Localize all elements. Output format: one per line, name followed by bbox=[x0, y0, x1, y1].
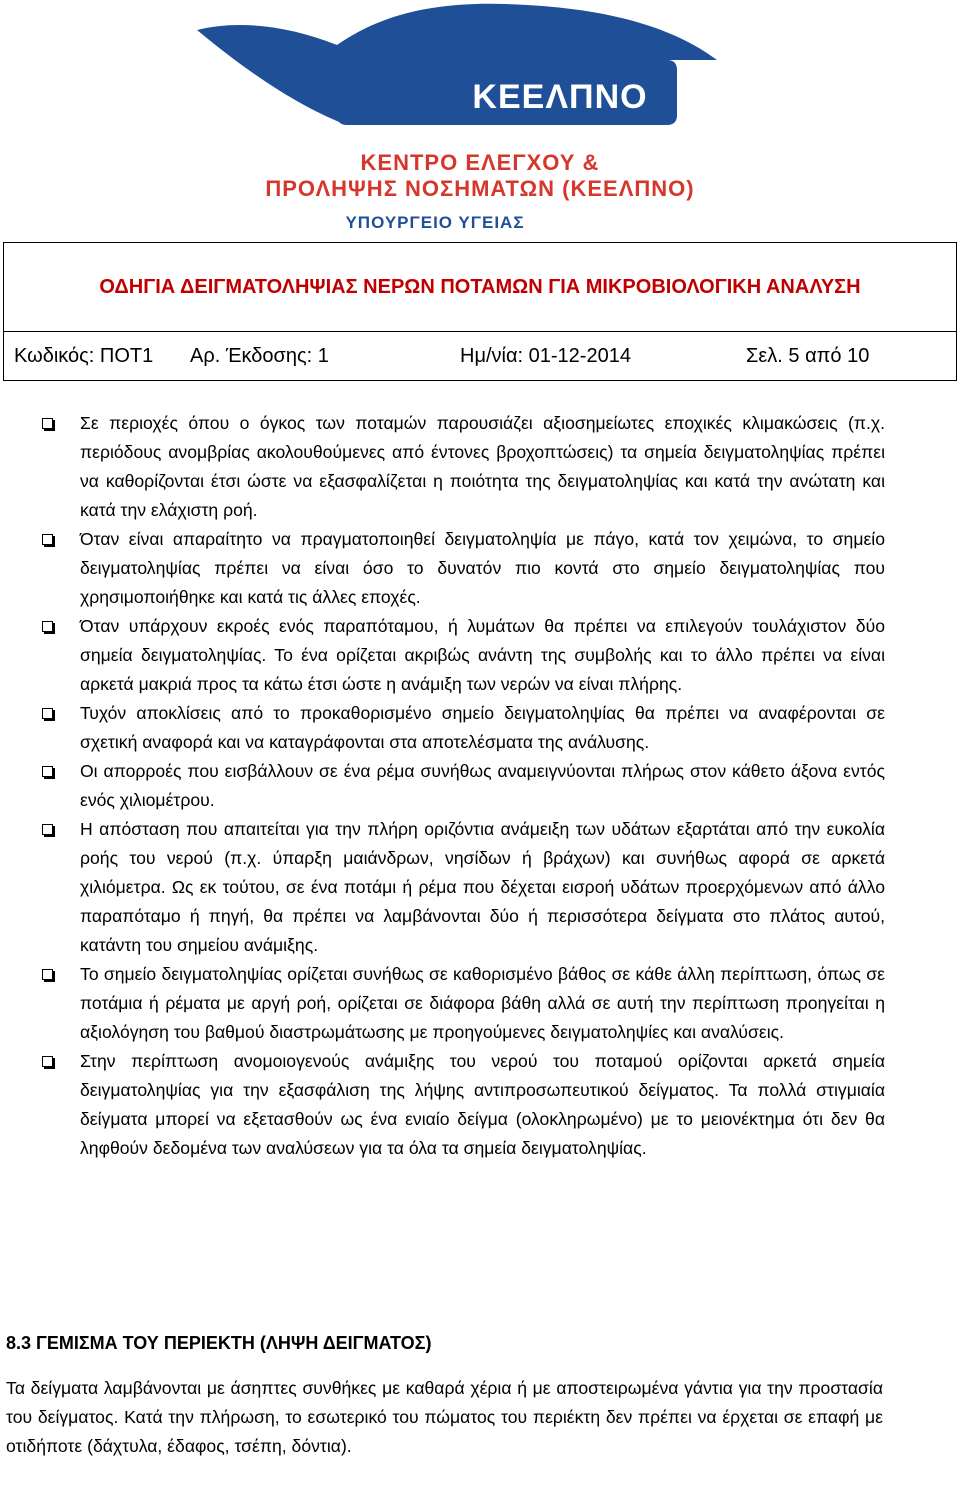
list-item-text: Το σημείο δειγματοληψίας ορίζεται συνήθως σε καθορισμένο βάθος σε κάθε άλλη περίπτωση, όπως σε ποτάμια ή ρέματα με αργή ροή, ορίζεται σε διάφορα βάθη αλλά σε αυτή την περίπτωση προηγείται η αξιολόγηση του βαθμού διαστρωμάτωσης με προηγούμενες δειγματοληψίες και αναλύσεις. bbox=[80, 964, 885, 1042]
list-item-text: Σε περιοχές όπου ο όγκος των ποταμών παρουσιάζει αξιοσημείωτες εποχικές κλιμακώσεις (π.χ. περιόδους ανομβρίας ακολουθούμενες από έντονες βροχοπτώσεις) τα σημεία δειγματοληψίας πρέπει να καθορίζονται έτσι ώστε να εξασφαλίζεται η ποιότητα της δειγματοληψίας και κατά την ανώτατη και κατά την ελάχιστη ροή. bbox=[80, 413, 885, 520]
document-header-table bbox=[3, 242, 957, 381]
list-item bbox=[40, 815, 885, 960]
checkbox-bullet-icon bbox=[42, 418, 53, 429]
keelpno-logo bbox=[197, 0, 763, 240]
document-date: Ημ/νία: 01-12-2014 bbox=[460, 344, 631, 367]
checkbox-bullet-icon bbox=[42, 969, 53, 980]
section-body: Τα δείγματα λαμβάνονται με άσηπτες συνθήκες με καθαρά χέρια ή με αποστειρωμένα γάντια για την προστασία του δείγματος. Κατά την πλήρωση, το εσωτερικό του πώματος του περιέκτη δεν πρέπει να έρχεται σε επαφή με οτιδήποτε (δάχτυλα, έδαφος, τσέπη, δόντια). bbox=[6, 1378, 883, 1456]
logo-org-line-1: ΚΕΝΤΡΟ ΕΛΕΓΧΟΥ & bbox=[360, 150, 600, 175]
section-heading: 8.3 ΓΕΜΙΣΜΑ ΤΟΥ ΠΕΡΙΕΚΤΗ (ΛΗΨΗ ΔΕΙΓΜΑΤΟΣ) bbox=[6, 1333, 432, 1353]
document-meta-row bbox=[14, 332, 946, 380]
checkbox-bullet-icon bbox=[42, 824, 53, 835]
list-item bbox=[40, 757, 885, 815]
checkbox-bullet-icon bbox=[42, 534, 53, 545]
checkbox-bullet-icon bbox=[42, 621, 53, 632]
document-page-number: Σελ. 5 από 10 bbox=[746, 344, 870, 367]
list-item bbox=[40, 525, 885, 612]
list-item-text: Όταν είναι απαραίτητο να πραγματοποιηθεί δειγματοληψία με πάγο, κατά τον χειμώνα, το σημείο δειγματοληψίας πρέπει να είναι όσο το δυνατόν πιο κοντά στο σημείο δειγματοληψίας που χρησιμοποιήθηκε και κατά τις άλλες εποχές. bbox=[80, 529, 885, 607]
list-item-text: Οι απορροές που εισβάλλουν σε ένα ρέμα συνήθως αναμειγνύονται πλήρως στον κάθετο άξονα εντός ενός χιλιομέτρου. bbox=[80, 761, 885, 810]
list-item bbox=[40, 1047, 885, 1163]
list-item bbox=[40, 960, 885, 1047]
checkbox-bullet-icon bbox=[42, 1056, 53, 1067]
document-title: ΟΔΗΓΙΑ ΔΕΙΓΜΑΤΟΛΗΨΙΑΣ ΝΕΡΩΝ ΠΟΤΑΜΩΝ ΓΙΑ ΜΙΚΡΟΒΙΟΛΟΓΙΚΗ ΑΝΑΛΥΣΗ bbox=[4, 243, 957, 332]
list-item bbox=[40, 612, 885, 699]
logo-org-text bbox=[197, 150, 763, 202]
document-code: Κωδικός: ΠΟΤ1 bbox=[14, 344, 154, 367]
list-item-text: Όταν υπάρχουν εκροές ενός παραπόταμου, ή λυμάτων θα πρέπει να επιλεγούν τουλάχιστον δύο σημεία δειγματοληψίας. Το ένα ορίζεται ακριβώς ανάντη της συμβολής και το άλλο πρέπει να είναι αρκετά μακριά προς τα κάτω έτσι ώστε η ανάμιξη των νερών να είναι πλήρης. bbox=[80, 616, 885, 694]
checkbox-bullet-icon bbox=[42, 766, 53, 777]
logo-ministry-text: ΥΠΟΥΡΓΕΙΟ ΥΓΕΙΑΣ bbox=[345, 213, 525, 232]
list-item bbox=[40, 699, 885, 757]
list-item-text: Τυχόν αποκλίσεις από το προκαθορισμένο σημείο δειγματοληψίας θα πρέπει να αναφέρονται σε σχετική αναφορά και να καταγράφονται στα αποτελέσματα της ανάλυσης. bbox=[80, 703, 885, 752]
list-item-text: Η απόσταση που απαιτείται για την πλήρη οριζόντια ανάμειξη των υδάτων εξαρτάται από την ευκολία ροής του νερού (π.χ. ύπαρξη μαιάνδρων, νησίδων ή βράχων) και συνήθως αφορά σε αρκετά χιλιόμετρα. Ως εκ τούτου, σε ένα ποτάμι ή ρέμα που δέχεται εισροή υδάτων προερχόμενων από άλλο παραπόταμο ή πηγή, θα πρέπει να λαμβάνονται δύο ή περισσότερα δείγματα στο πλάτος αυτού, κατάντη του σημείου ανάμιξης. bbox=[80, 819, 885, 955]
bullet-content bbox=[40, 409, 885, 1163]
logo-brand-text: ΚΕΕΛΠΝΟ bbox=[472, 78, 648, 116]
list-item-text: Στην περίπτωση ανομοιογενούς ανάμιξης του νερού του ποταμού ορίζονται αρκετά σημεία δειγματοληψίας για την εξασφάλιση της λήψης αντιπροσωπευτικού δείγματος. Τα πολλά στιγμιαία δείγματα μπορεί να εξετασθούν ως ένα ενιαίο δείγμα (ολοκληρωμένο) με το μειονέκτημα ότι δεν θα ληφθούν δεδομένα των αναλύσεων για τα όλα τα σημεία δειγματοληψίας. bbox=[80, 1051, 885, 1158]
checkbox-bullet-icon bbox=[42, 708, 53, 719]
bullet-list bbox=[40, 409, 885, 1163]
document-edition: Αρ. Έκδοσης: 1 bbox=[190, 344, 329, 367]
list-item bbox=[40, 409, 885, 525]
document-meta-cell bbox=[4, 332, 957, 381]
logo-graphic bbox=[197, 0, 763, 240]
logo-org-line-2: ΠΡΟΛΗΨΗΣ ΝΟΣΗΜΑΤΩΝ (ΚΕΕΛΠΝΟ) bbox=[265, 176, 695, 201]
